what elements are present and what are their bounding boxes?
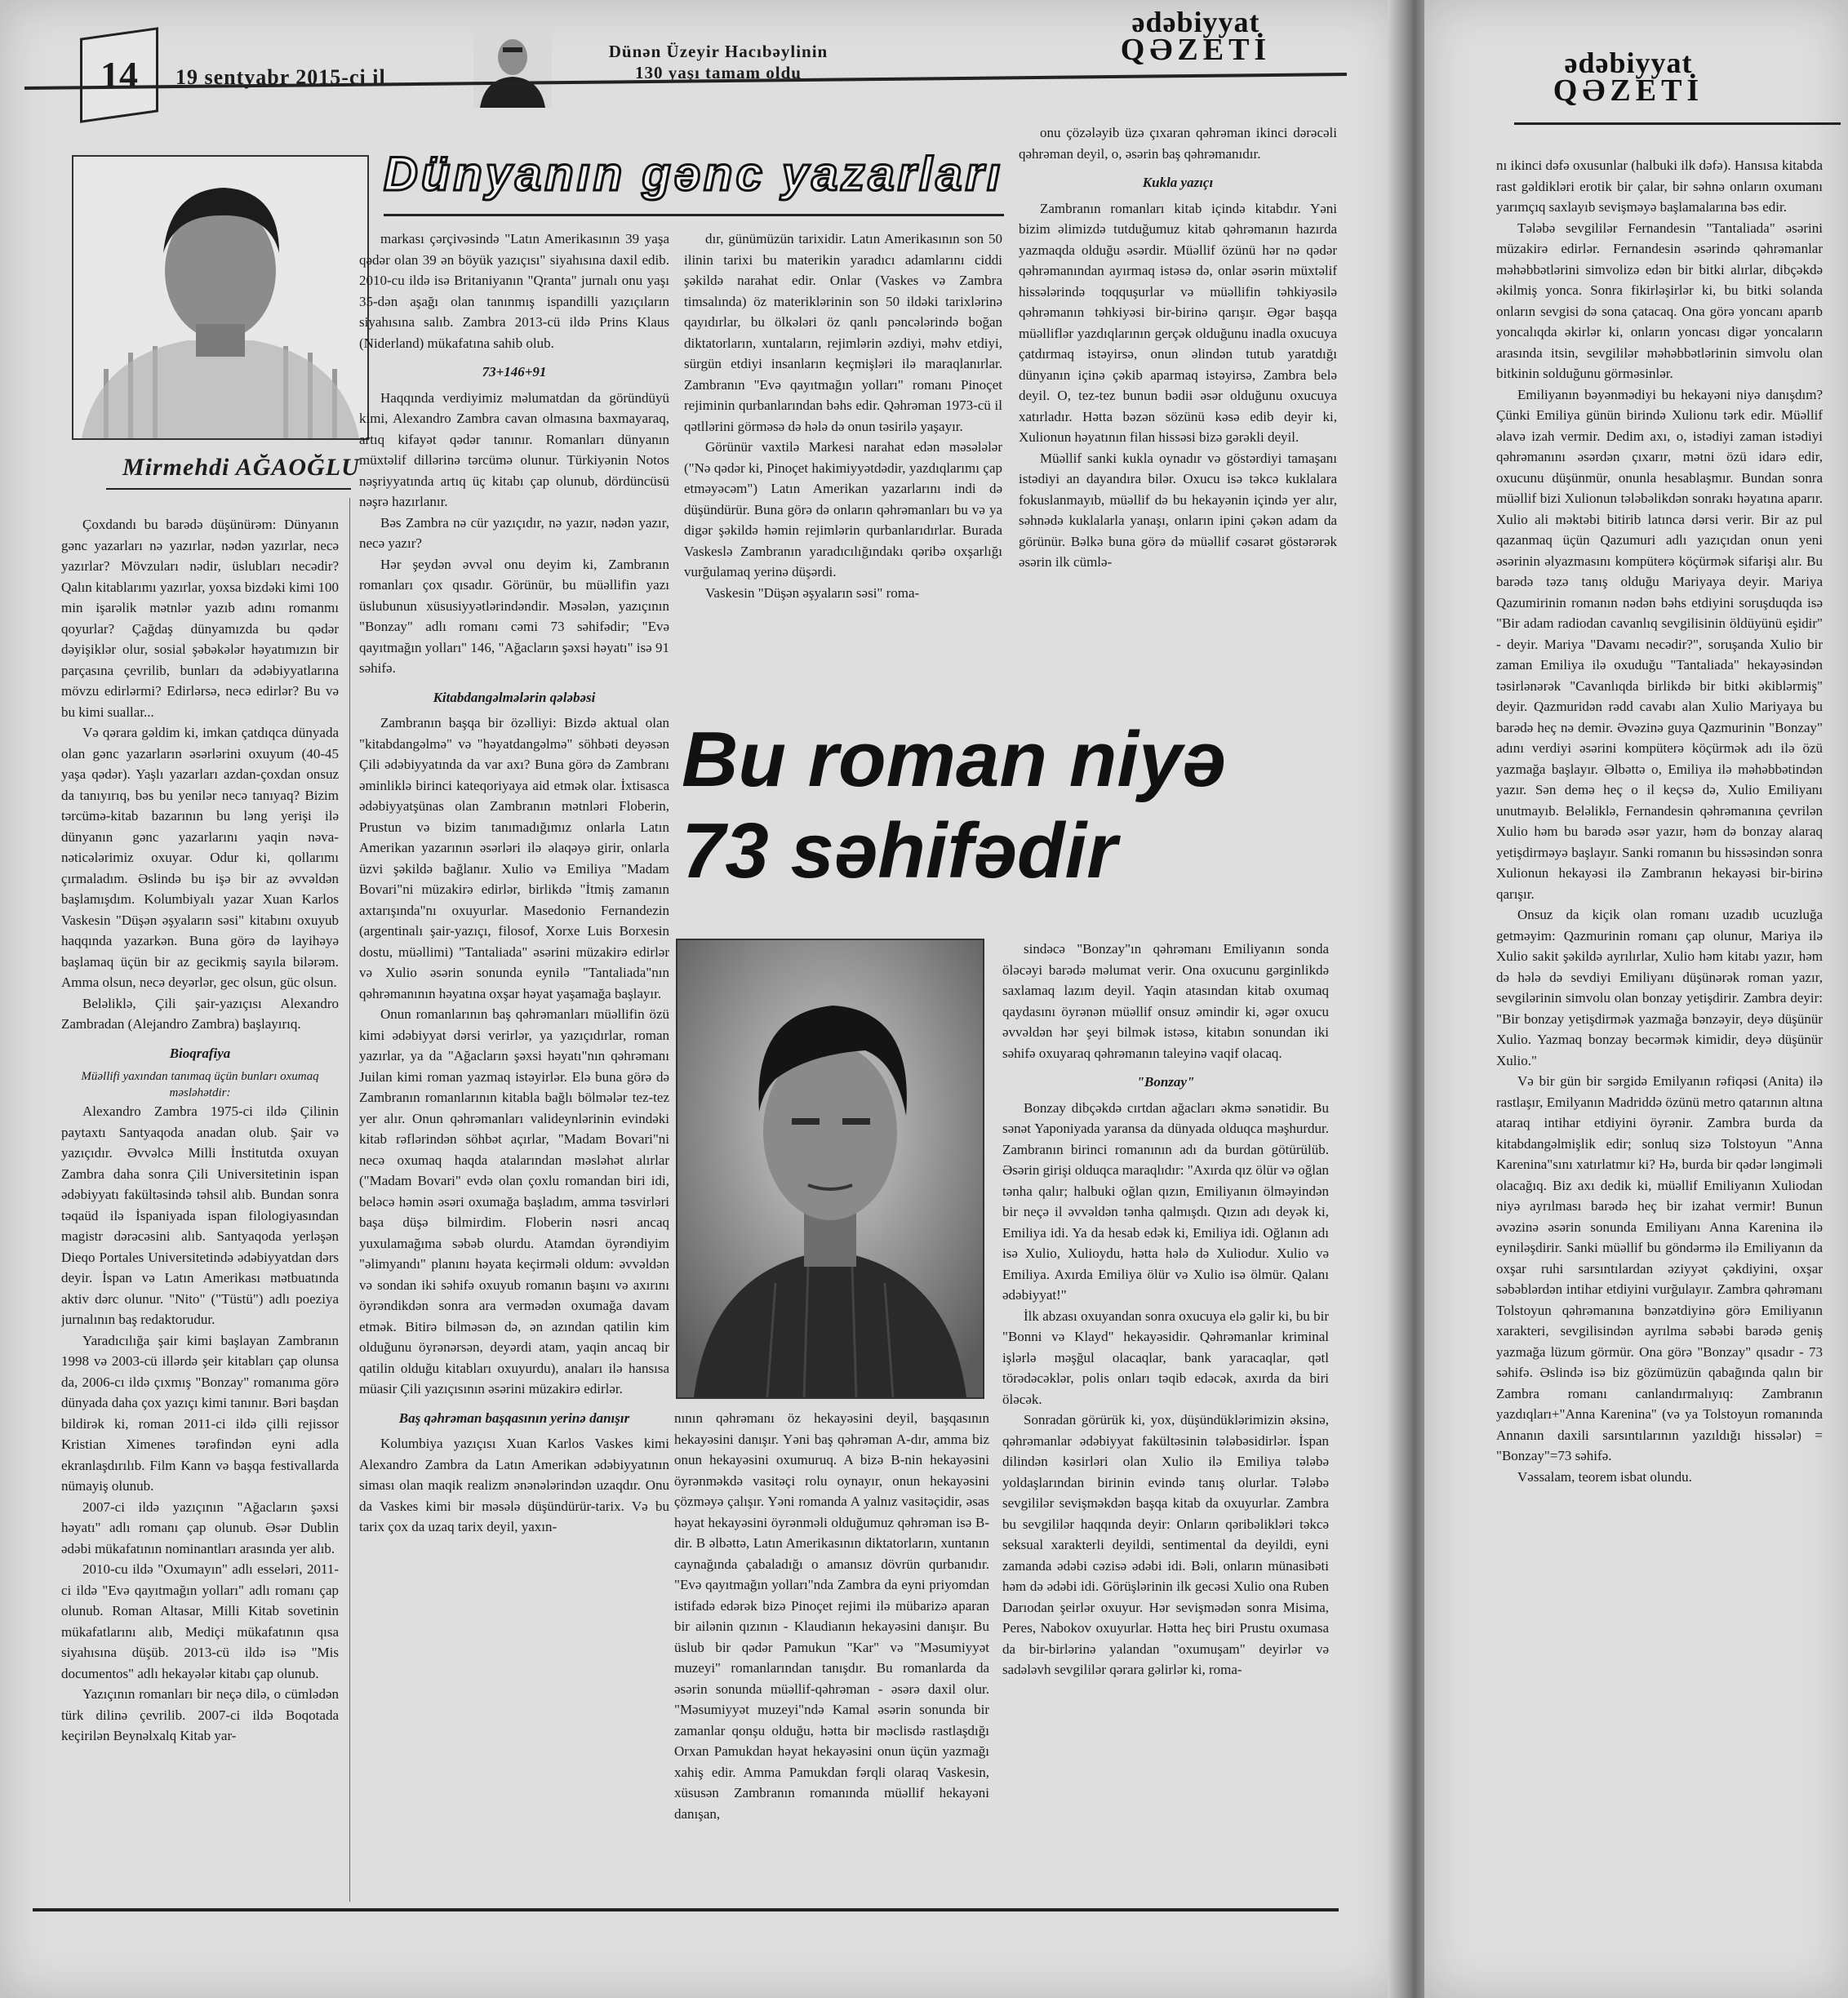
page-number: 14 <box>100 54 138 95</box>
col1-paragraph: Və qərara gəldim ki, imkan çatdıqca dünyada olan gənc yazarların əsərlərini oxuyum (40-45 yaşa qədər). Yaşlı yazarları azdan-çoxdan onsuz da tanıyırıq, bəs bu yenilər necə tanıyaq? Bizim tərcümə-kitab bazarının bu ləng yerişi ilə dünyanın gənc yazarlarını yaqin nəva-nəticələrimiz oxuyar. Odur ki, qollarımı çırmaladım. Əslində bu işə bir az əvvəldən başlamışdım. Kolumbiyalı yazar Xuan Karlos Vaskesin "Düşən əşyaların səsi" kitabını oxuyub haqqında yazarkən. Buna görə də layihəyə başlamaq üçün bir az gecikmiş sayıla bilərəm. Amma olsun, necə deyərlər, gec olsun, güc olsun. <box>61 725 339 990</box>
subheading-puppet: Kukla yazıçı <box>1142 175 1214 190</box>
biography-hint: Müəllifi yaxından tanımaq üçün bunları oxumaq məsləhətdir: <box>81 1070 319 1099</box>
right-paragraph: nı ikinci dəfə oxusunlar (halbuki ilk dəfə). Hansısa kitabda rast gəldikləri erotik bir çalar, bir səhnə onların oxumanı yarımçıq saxlayıb sevişməyə başlamalarına bəs edir. <box>1496 158 1823 215</box>
col1-paragraph: Çoxdandı bu barədə düşünürəm: Dünyanın gənc yazarları nə yazırlar, nədən yazırlar, necə yazırlar? Mövzuları nədir, üslubları necədir? Qalın kitablarımı yazırlar, yoxsa bizdəki kimi 100 min işarəlik mətnlər yazıb adını romanmı qoyurlar? Çağdaş dünyamızda bu qədər dəyişiklər olur, sosial şəbəkələr həyatımızın bir parçasına çevrilib, bunları da ədəbiyyatlarına mövzu edirlərmi? Edirlərsə, necə edirlər? Bu və bu kimi suallar... <box>61 517 339 720</box>
headline-line-2: 73 səhifədir <box>682 807 1117 895</box>
col3-paragraph: Vaskesin "Düşən əşyaların səsi" roma- <box>705 584 920 601</box>
subheading-bookworms: Kitabdangəlmələrin qələbəsi <box>433 689 596 705</box>
col1-bio-paragraph: 2010-cu ildə "Oxumayın" adlı esseləri, 2011-ci ildə "Evə qayıtmağın yolları" adlı romanı çap olunub. Roman Altasar, Milli Kitab sovetinin mükafatlarını alıb, Mediçi mükafatının qısa siyahısına düşüb. 2013-cü ildə isə "Mis documentos" adlı hekayələr kitabı çap olunub. <box>61 1561 339 1681</box>
col1-bio-paragraph: Yaradıcılığa şair kimi başlayan Zambranın 1998 və 2003-cü illərdə şeir kitabları çap olunsa da, 2006-cı ildə çıxmış "Bonzay" romanıma görə dünyada daha çox yazıçı kimi tanınır. Bəri başdan bildirək ki, roman 2011-ci ildə çilli rejissor Kristian Ximenes tərəfindən eyni adla ekranlaşdırılıb. Film Kann və başqa festivallarda nümayiş olunub. <box>61 1332 339 1494</box>
subheading-biography: Bioqrafiya <box>169 1045 231 1061</box>
footer-rule <box>33 1908 1339 1911</box>
col2-paragraph: Kolumbiya yazıçısı Xuan Karlos Vaskes kimi Alexandro Zambra da Latın Amerikan ədəbiyyatının siması olan maqik realizm ənənələrindən uzaqdır. Onu da Vaskes kimi bir məsələ düşündürür-tarix. Və bu tarix çox da uzaq tarix deyil, yaxın- <box>359 1436 669 1534</box>
col2-paragraph: markası çərçivəsində "Latın Amerikasının 39 yaşa qədər olan 39 ən böyük yazıçısı" siyahısına daxil edib. 2010-cu ildə isə Britaniyanın "Qranta" jurnalı onu yaşı 35-dən aşağı olan tanınmış ispandilli yazıçıların siyahısına salıb. Zambra 2013-cü ildə Prins Klaus (Niderland) mükafatına sahib olub. <box>359 231 669 351</box>
logo-bottom-right: QƏZETİ <box>1553 73 1704 108</box>
col2-paragraph: Haqqında verdiyimiz məlumatdan da göründüyü kimi, Alexandro Zambra cavan olmasına baxmayaraq, artıq kifayət qədər tanınır. Romanları dünyanın müxtəlif dillərinə tərcümə olunur. Türkiyənin Notos nəşriyyatında artıq üç kitabı çap olunub, dördüncüsü nəşrə hazırlanır. <box>359 389 669 509</box>
column-rule-1 <box>349 498 350 1902</box>
col4-paragraph: onu çözələyib üzə çıxaran qəhrəman ikinci dərəcəli qəhrəman deyil, o, əsərin baş qəhrəmanıdır. <box>1019 125 1337 162</box>
col4-paragraph: Zambranın romanları kitab içində kitabdır. Yəni bizim əlimizdə tutduğumuz kitab qəhrəmanın hazırda yazmaqda olduğu əsərdir. Müəllif özünü hər nə qədər qəhrəmanından ayırmaq istəsə də, onlar əsərin müxtəlif hissələrində toqquşurlar və müəllifin təhkiyəsilə qəhrəmanın təhkiyəsi bir-birinə qarışır. Əgər başqa müəlliflər yazdıqlarının gerçək olduğunu inadla oxucuya çatdırmaq istəyirsə, onun əlindən tutub yaratdığı dünyanın içinə çəkib aparmaq istəyirsə, Zambra belə deyil. O, tez-tez bunun bədii əsər olduğunu oxucuya xatırladır. Hətta bəzən sözünü kəsə edib deyir ki, Xulionun həyatının filan hissəsi bizə gərəkli deyil. <box>1019 200 1337 445</box>
column-3 <box>684 229 1002 702</box>
column-5 <box>674 1408 989 1898</box>
subheading-numbers: 73+146+91 <box>482 364 547 380</box>
issue-date: 19 sentyabr 2015-ci il <box>175 65 386 89</box>
col3-paragraph: Görünür vaxtilə Markesi narahat edən məsələlər ("Nə qədər ki, Pinoçet hakimiyyətdədir, yazdıqlarımı çap etməyəcəm") Latın Amerikan yazarlarını indi də düşündürür. Buna görə də onların qəhrəmanları bu və ya digər şəkildə həmin rejimlərin qurbanlarıdırlar. Burada Vaskeslə Zambranın yaradıcılığındakı qəribə oxşarlığı vurğulamaq yerinə düşərdi. <box>684 439 1002 579</box>
col6-paragraph: Sonradan görürük ki, yox, düşündüklərimizin əksinə, qəhrəmanlar ədəbiyyat fakültəsinin tələbəsidirlər. İspan dilindən kəsirləri olan Xulio ilə Emiliya tələbə yoldaşlarından birinin evində tanış olurlar. Tələbə sevgililər sevişməkdən başqa kitab da oxuyurlar. Zambra bu sevgililər haqqında deyir: Onların qəribəlikləri təkcə seksual xarakterli deyildi, sentimental da deyildi, eyni zamanda ədəbi cəzisə ədəbi idi. Bəli, onların münasibəti həm də ədəbi idi. Görüşlərinin ilk gecəsi Xulio ona Ruben Darıodan şeirlər oxuyur. Hər sevişmədən sonra Misima, Peres, Nabokov oxuyurlar. Hətta heç biri Prustu oxumasa da bir-birlərinə yalandan "oxumuşam" deyirlər və sadələvh sevgililər qərara gəlirlər ki, roma- <box>1002 1412 1329 1677</box>
col6-paragraph: sindəcə "Bonzay"ın qəhrəmanı Emiliyanın sonda öləcəyi barədə məlumat verir. Ona oxucunu gərginlikdə saxlamaq lazım deyil. Yaqin atasından kitab oxumaq qaydasını öyrənən müəllif onsuz əmindir ki, əgər oxucu əvvəldən hər şeyi bilmək istəsə, kitabın sonundan iki səhifə oxuyaraq qəhrəmanın taleyinə vaqif olacaq. <box>1002 941 1329 1061</box>
column-1 <box>61 514 339 1894</box>
col6-paragraph: İlk abzası oxuyandan sonra oxucuya elə gəlir ki, bu bir "Bonni və Klayd" hekayəsidir. Qəhrəmanlar kriminal işlərlə məşğul olacaqlar, bank yaracaqlar, qətl törədəcəklər, polis onları təqib edəcək, axırda da biri öləcək. <box>1002 1308 1329 1407</box>
logo-bottom: QƏZETİ <box>1120 33 1272 67</box>
section-title: Dünyanın gənc yazarları <box>384 148 1004 201</box>
column-right <box>1496 155 1823 1983</box>
col1-paragraph: Beləliklə, Çili şair-yazıçısı Alexandro Zambradan (Alejandro Zambra) başlayırıq. <box>61 995 339 1032</box>
headline-line-1: Bu roman niyə <box>682 716 1226 803</box>
col1-bio-paragraph: 2007-ci ildə yazıçının "Ağacların şəxsi həyatı" adlı romanı çap olunub. Əsər Dublin ədəbi mükafatının nominantları arasında yer alıb. <box>61 1498 339 1556</box>
col3-paragraph: dır, günümüzün tarixidir. Latın Amerikasının son 50 ilinin tarixi bu materikin yaradıcı adamlarını ciddi şəkildə narahat edir. Onlar (Vaskes və Zambra timsalında) öz materiklərinin son 50 ildəki tarixlərinə qayıdırlar, bu ölkələri öz qanlı pəncələrində boğan diktatorların, xuntaların, rejimlərin əzdiyi, məhv etdiyi, sürgün etdiyi insanların keçmişləri ilə maraqlanırlar. Zambranın "Evə qayıtmağın yolları" romanı Pinoçet rejiminin qurbanlarından bəhs edir. Qəhrəman 1973-cü il qətllərini görməsə də hələ də onun təsirilə yaşayır. <box>684 231 1002 434</box>
right-paragraph: Tələbə sevgililər Fernandesin "Tantaliada" əsərini müzakirə edirlər. Fernandesin əsərində qəhrəmanlar məhəbbətlərini simvolizə edən bir bitki alırlar, dibçəkdə əkilmiş yonca. Sonra fikirləşirlər ki, bu bitki solanda onların sevgisi də sona çatacaq. Ona görə yoncanı aparıb yoncalıqda əkirlər ki, onların yoncası digər yoncaların arasında itsin, sevgililər məhəbbətlərinin simvolu olan bitkinin solduğunu görməsinlər. <box>1496 220 1823 381</box>
byline: Mirmehdi AĞAOĞLU <box>122 454 360 481</box>
right-paragraph: Emiliyanın bəyənmədiyi bu hekayəni niyə danışdım? Çünki Emiliya günün birində Xulionu tərk edir. Müəllif əlavə izah vermir. Dedim axı, o, istədiyi zaman istədiyi qəhrəmanını əsərdən çıxarır, mətni özü idarə edir, oxucunu düşünmür, onunla hesablaşmır. Bundan sonra müəllif bizi Xulionun tələbəlikdən sonrakı həyatına aparır. Xulio ali məktəbi bitirib latınca dərsi verir. Bir az pul qazanmaq üçün Qazumuri adlı yazıçıdan onun yeni əsərinin əlyazmasını kompüterə köçürmək sifarişi alır. Bu barədə təzə tanış olduğu Mariyaya deyir. Mariya Qazumirinin romanın nədən bəhs etdiyini soruşduqda isə "Bir adam radiodan cavanlıq sevgilisinin öldüyünü eşidir" - deyir. Mariya "Davamı necədir?", soruşanda Xulio bir zaman Emiliya ilə oxuduğu "Tantaliada" hekayəsindən təsirlənərək "Cavanlıqda birlikdə bir bitki əkiblərmiş" deyir. Qazmuridən rədd cavabı alan Xulio Mariyaya bu barədə heç nə demir. Əvəzinə guya Qazmurinin "Bonzay" adını verdiyi əsərini kompüterə köçürmək adı ilə özü yazmağa başlayır. Əlbəttə o, Emiliya ilə məhəbbətindən yazır. Sən demə heç o il keçsə də, Xulio Emiliyanı unutmayıb. Beləliklə, Fernandesin qəhrəmanına çevrilən Xulio həm bu barədə əsər yazır, həm də bonzay alaraq yetişdirməyə başlayır. Sanki romanın bu hissəsindən sonra Xulionun hekayəsi ilə Zambranın hekayəsi bir-birinə qarışır. <box>1496 386 1823 902</box>
newspaper-logo-right <box>1514 47 1743 108</box>
byline-rule <box>106 488 351 490</box>
anniversary-line-1: Dünən Üzeyir Hacıbəylinin <box>608 42 828 61</box>
headline <box>682 714 1351 897</box>
right-paragraph: Vəssalam, teorem isbat olundu. <box>1517 1468 1692 1485</box>
col1-bio-paragraph: Yazıçının romanları bir neçə dilə, o cümlədən türk dilinə çevrilib. 2007-ci ildə Boqotada keçirilən Beynəlxalq Kitab yar- <box>61 1686 339 1743</box>
author-photo <box>72 155 369 440</box>
col4-paragraph: Müəllif sanki kukla oynadır və göstərdiyi tamaşanı istədiyi an dayandıra bilər. Oxucu isə təkcə kuklalara fokuslanmayıb, müəllif də bu hekayənin içində yer alır, səhnədə kuklalarla yanaşı, onların ipini çəkən adam da görünür. Bəlkə buna görə də müəllif cəsarət göstərərək əsərin ilk cümlə- <box>1019 450 1337 570</box>
anniversary-note <box>571 41 865 83</box>
zambra-photo <box>676 939 984 1399</box>
column-6 <box>1002 939 1329 1898</box>
column-4 <box>1019 122 1337 710</box>
newspaper-logo <box>1090 6 1302 67</box>
section-title-underline <box>384 214 1004 216</box>
subheading-bonsai: "Bonzay" <box>1136 1074 1195 1090</box>
header-rule-right <box>1514 122 1841 125</box>
newspaper-right-page <box>1424 0 1848 1998</box>
col1-bio-paragraph: Alexandro Zambra 1975-ci ildə Çilinin paytaxtı Santyaqoda anadan olub. Şair və yazıçıdır. Əvvəlcə Milli İnstitutda oxuyan Zambra daha sonra Çili Universitetinin ispan ədəbiyyatı fakültəsində təhsil alıb. Bundan sonra təqaüd ilə İspaniyada ispan filologiyasından magistr dərəcəsini alıb. Santyaqoda yerləşən Dieqo Portales Universitetində ədəbiyyatdan dərs deyir. İspan və Latın Amerikası mətbuatında aktiv dərc olunur. "Nito" ("Tüstü") adlı poeziya jurnalının baş redaktorudur. <box>61 1103 339 1327</box>
col5-paragraph: nının qəhrəmanı öz hekayəsini deyil, başqasının hekayəsini danışır. Yəni baş qəhrəman A-dır, amma biz onun hekayəsini oxumuruq. A bizə B-nin hekayəsini öyrənməkdə vasitəçi rolu oynayır, onun hekayəsini çözməyə çalışır. Yəni romanda A yalnız vasitəçidir, əsas həyat hekayəsini öyrənməli olduğumuz qəhrəman isə B-dir. B əlbəttə, Latın Amerikasının diktatorların, xuntanın caynağında çabaladığı o amansız dövrün qurbanıdır. "Evə qayıtmağın yolları"nda Zambra da eyni priyomdan istifadə edərək bizə Pinoçet rejimi ilə mübarizə aparan bir ailənin qızının - Klaudianın hekayəsini danışır. Bu üslub bir qədər Pamukun "Kar" və "Məsumiyyət muzeyi" romanlarından tanışdır. Bu romanlarda da əsərin sonunda müəllif-qəhrəman - əsərə daxil olur. "Məsumiyyət muzeyi"ndə Kamal əsərin sonunda bir zamanlar qonşu olduğu, hətta bir məclisdə rastlaşdığı Orxan Pamukdan həyat hekayəsini onun üçün yazmağı xahiş edir. Amma Pamukdan fərqli olaraq Vaskesin, xüsusən Zambranın romanında müəllif hekayəni danışan, <box>674 1410 989 1822</box>
logo-top: ədəbiyyat <box>1131 6 1260 38</box>
portrait-hajibeyli-photo <box>473 28 552 108</box>
col2-paragraph: Onun romanlarının baş qəhrəmanları müəllifin özü kimi ədəbiyyat dərsi verirlər, ya yazıçıdırlar, roman yazırlar, ya da "Ağacların şəxsi həyatı"nın qəhrəmanı Juilan kimi roman yazmaq istəyirlər. Elə buna görə də Zambranın romanlarının kitabla bağlı bölmələr tez-tez yer alır. Onun qəhrəmanları valideynlərinin evindəki kitab rəflərindən söhbət açırlar, "Madam Bovari"ni necə oxumaq haqda atalarından məsləhət alırlar ("Madam Bovari" evdə olan çoxlu romandan biri idi, beləcə həmin əsəri oxumağa başladım, amma təsvirləri başa düşə bilmirdim. Floberin nəsri ancaq yuxulamağıma səbəb olurdu. Atamdan öyrəndiyim "əlimyandı" planını həyata keçirməli oldum: əvvəldən və sondan iki səhifə oxuyub romanın başını və axırını öyrəndikdən sonra ara vermədən oxumağa davam etmək. Bitirə bilməsən də, ən azından qatilin kim olduğunu öyrənərsən, deyərdi atam, yaqin ancaq bir qatilin olduğu kitabları oxuyurdu), anaları ilə hansısa müasir Çili yazıçısının əsərini müzakirə edirlər. <box>359 1006 669 1396</box>
col2-paragraph: Hər şeydən əvvəl onu deyim ki, Zambranın romanları çox qısadır. Görünür, bu müəllifin yazı üslubunun xüsusiyyətlərindəndir. Məsələn, yazıçının "Bonzay" adlı romanı cəmi 73 səhifədir; "Evə qayıtmağın yolları" 146, "Ağacların şəxsi həyatı" isə 91 səhifə. <box>359 556 669 676</box>
subheading-hero: Baş qəhrəman başqasının yerinə danışır <box>398 1410 630 1426</box>
col6-paragraph: Bonzay dibçəkdə cırtdan ağacları əkmə sənətidir. Bu sənət Yaponiyada yaransa da dünyada olduqca məşhurdur. Zambranın birinci romanının adı da burdan götürülüb. Əsərin girişi olduqca maraqlıdır: "Axırda qız ölür və oğlan tənha qalır; halbuki oğlan qızın, Emiliyanın ölməyindən bir neçə il əvvəldən tənha qalmışdı. Qızın adı deyək ki, Emiliya idi. Ya da hesab edək ki, Emiliya idi. Oğlanın adı isə Xulio, Xulioydu, hətta hələ də Xuliodur. Xulio və Emiliya. Axırda Emiliya ölür və Xulio isə ölmür. Qalanı ədəbiyyat!" <box>1002 1099 1329 1303</box>
col2-paragraph: Bəs Zambra nə cür yazıçıdır, nə yazır, nədən yazır, necə yazır? <box>359 514 669 551</box>
page-number-box <box>80 27 158 122</box>
column-2 <box>359 229 669 1894</box>
col2-paragraph: Zambranın başqa bir özəlliyi: Bizdə aktual olan "kitabdangəlmə" və "həyatdangəlmə" söhbəti deyəsən Çili ədəbiyyatında da var axı? Buna görə də Zambranı əminliklə birinci kateqoriyaya aid etmək olar. İxtisasca ədəbiyyatşünas olan Zambranın mətnləri Floberin, Prustun və bizim tanımadığımız onlarla Latın Amerikan yazarının əsərləri ilə əlaqəyə girir, onlarla üzvi şəkildə bağlanır. Xulio və Emiliya "Madam Bovari"ni müzakirə edirlər, birlikdə "İtmiş zamanın axtarışında"nı oxuyurlar. Masedonio Fernandezin (argentinalı şair-yazıçı, filosof, Xorxe Luis Borxesin dostu, müəllimi) "Tantaliada" əsərini müzakirə edirlər və Xulio əsərin sonunda eynilə "Tantaliada"nın qəhrəmanının həyatına oxşar həyat yaşamağa başlayır. <box>359 715 669 1001</box>
anniversary-line-2: 130 yaşı tamam oldu <box>635 63 802 82</box>
right-paragraph: Və bir gün bir sərgidə Emilyanın rəfiqəsi (Anita) ilə rastlaşır, Emilyanın Madriddə özünü metro qatarının altına ataraq intihar etdiyini öyrənir. Zambra burda da kitabdangəlmişlik edir; sonluq sizə Tolstoyun "Anna Karenina"sını xatırlatmır ki? Hə, burda bir qədər ləngiməli olacağıq. Biz axı dedik ki, müəllif Emiliyanın Xuliodan niyə ayrılması barədə heç bir izahat vermir! Bunun əvəzinə əsərin sonunda Emiliyanı Anna Karenina ilə eyniləşdirir. Sanki müəllif bu göndərmə ilə Emiliyanın da oxşar ruhi sarsıntılardan əziyyət çəkdiyini, oxşar səbəblərdən intihar etdiyini vurğulayır. Zambra qəhrəmanı Tolstoyun qəhrəmanına bənzətdiyinə görə Emiliyanın xarakteri, sevgilisindən ayrılma səbəbi barədə geniş yazmağa lüzum görmür. Ona görə "Bonzay" qısadır - 73 səhifə. Əslində isə biz gözümüzün qabağında qalın bir Zambra romanı canlandırmalıyıq: Zambranın yazdıqları+"Anna Karenina" (və ya Tolstoyun romanında Annanın daxili sarsıntılarının yazıldığı hissələr) = "Bonzay"=73 səhifə. <box>1496 1073 1823 1463</box>
right-paragraph: Onsuz da kiçik olan romanı uzadıb ucuzluğa getməyim: Qazmurinin romanı çap olunur, Mariya ilə Xulio sakit şəkildə ayrılırlar, Xulio həm kitabı yazır, həm də hələ də sevdiyi Emiliyanı düşünərək roman yazır, sevgilərinin simvolu olan bonzay yetişdirir. Zambra deyir: "Bir bonzay yetişdirmək yazmağa bənzəyir, deyə düşünür Xulio. Yazmaq bonzay becərmək kimidir, deyə düşünür Xulio." <box>1496 907 1823 1068</box>
logo-top-right: ədəbiyyat <box>1564 47 1693 79</box>
